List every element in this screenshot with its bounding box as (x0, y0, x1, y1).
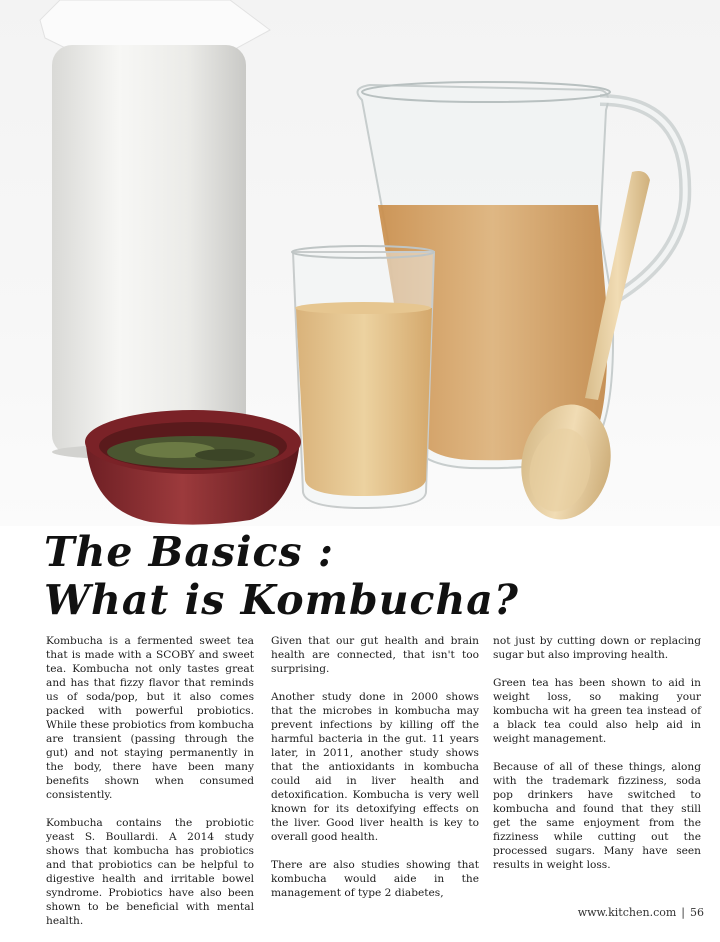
paragraph: Because of all of these things, along with the trademark fizziness, soda pop drinkers have switched to kombucha and found that they still get the same enjoyment from the fizziness while cutting out the processed sugars. Many have seen results in weight loss. (493, 761, 701, 871)
paragraph: There are also studies showing that kombucha would aide in the management of type 2 diabetes, (271, 859, 479, 899)
text-column-2 (271, 634, 479, 914)
tea-bowl (85, 410, 301, 525)
bottle (40, 0, 270, 460)
footer-separator: | (681, 906, 685, 919)
paragraph: Another study done in 2000 shows that the microbes in kombucha may prevent infections by killing off the harmful bacteria in the gut. 11 years later, in 2011, another study shows that the antioxidants in kombucha could aid in liver health and detoxification. Kombucha is very well known for its detoxifying effects on the liver. Good liver health is key to overall good health. (271, 691, 479, 843)
page-footer (578, 906, 704, 920)
paragraph: Kombucha contains the probiotic yeast S. Boullardi. A 2014 study shows that kombucha has probiotics and that probiotics can be helpful to digestive health and irritable bowel syndrome. Probiotics have also been shown to be beneficial with mental health. (46, 817, 254, 927)
page-number: 56 (690, 906, 704, 919)
page-title (44, 528, 644, 624)
paragraph: not just by cutting down or replacing sugar but also improving health. (493, 635, 701, 661)
paragraph: Given that our gut health and brain health are connected, that isn't too surprising. (271, 635, 479, 675)
glass (292, 246, 434, 508)
text-column-3 (493, 634, 701, 886)
title-line-2: What is Kombucha? (44, 576, 519, 624)
site-url: www.kitchen.com (577, 906, 677, 919)
paragraph: Green tea has been shown to aid in weight loss, so making your kombucha wit ha green tea instead of a black tea could also help aid in weight management. (493, 677, 701, 745)
title-line-1: The Basics : (44, 528, 335, 576)
paragraph: Kombucha is a fermented sweet tea that is made with a SCOBY and sweet tea. Kombucha not only tastes great and has that fizzy flavor that reminds us of soda/pop, but it also comes packed with powerful probiotics. While these probiotics from kombucha are transient (passing through the gut) and not staying permanently in the body, there have been many benefits shown when consumed consistently. (46, 635, 254, 801)
text-column-1 (46, 634, 254, 942)
